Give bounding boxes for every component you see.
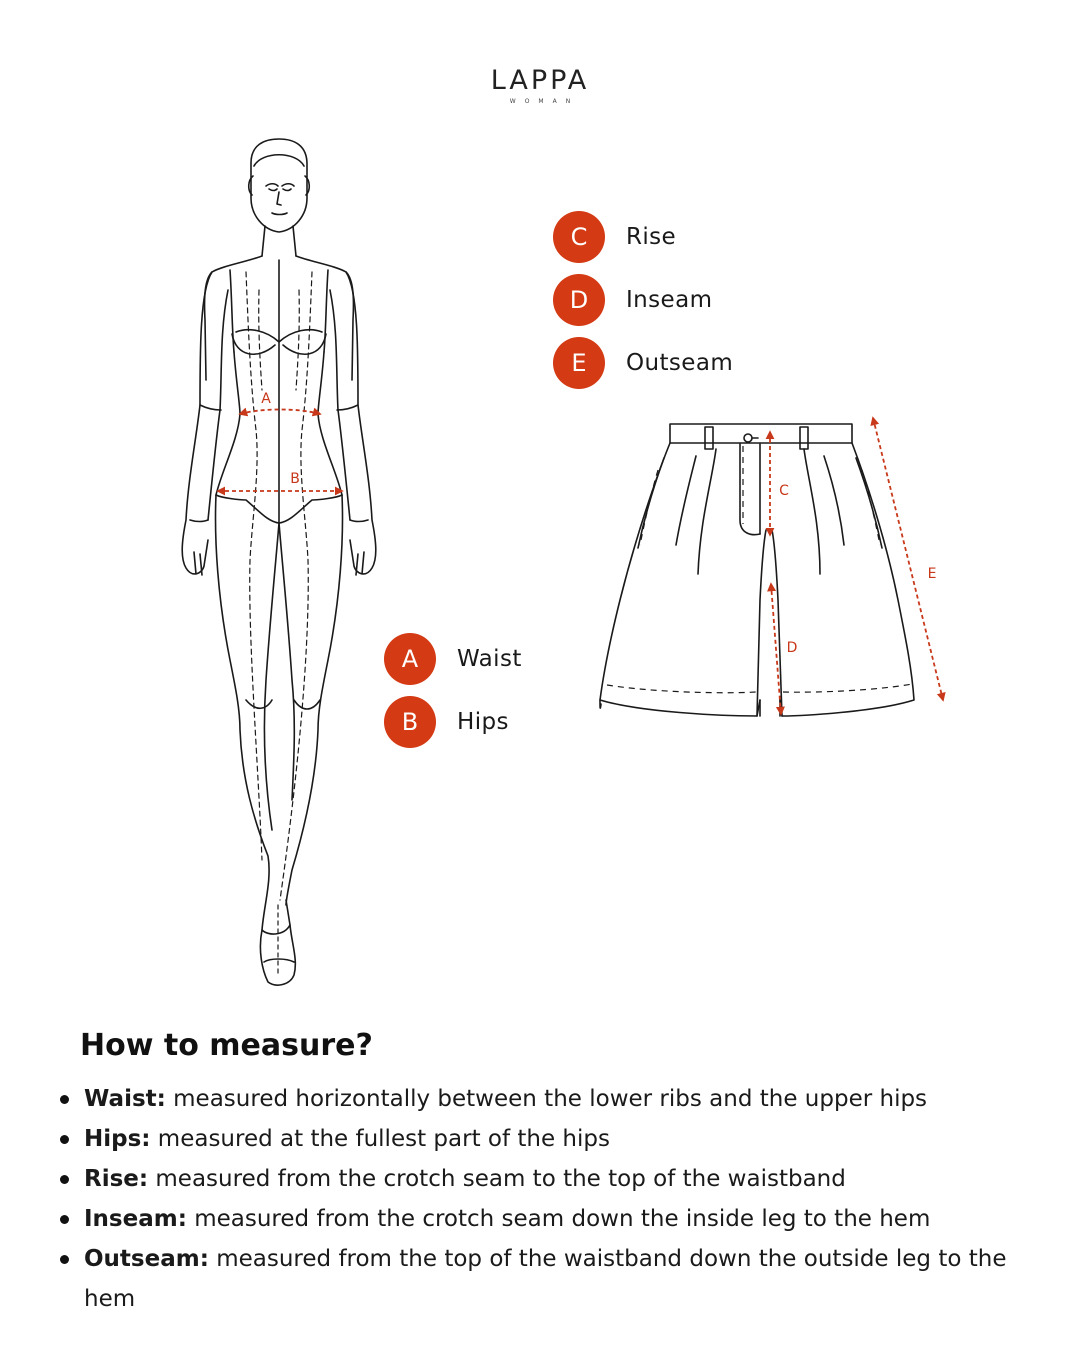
shorts-label-e: E [927, 566, 937, 582]
brand-name: LAPPA [490, 65, 590, 96]
waist-measure-line [240, 410, 320, 415]
brand-sub: WOMAN [509, 98, 580, 105]
list-item-outseam [60, 1239, 1050, 1319]
shorts-sketch [600, 424, 914, 716]
legend-outseam-label: Outseam [626, 350, 734, 376]
figure-label-a: A [261, 391, 271, 407]
desc-rise: measured from the crotch seam to the top of the waistband [148, 1166, 846, 1192]
shorts-label-d: D [786, 640, 798, 656]
term-inseam: Inseam: [84, 1206, 187, 1232]
legend-rise [553, 211, 676, 263]
legend-hips-badge: B [384, 696, 436, 748]
how-to-title: How to measure? [80, 1028, 373, 1063]
legend-inseam-badge: D [553, 274, 605, 326]
desc-waist: measured horizontally between the lower ribs and the upper hips [165, 1086, 928, 1112]
figure-label-b: B [290, 471, 300, 487]
how-to-list [60, 1079, 1050, 1319]
term-waist: Waist: [84, 1086, 166, 1112]
figure-sketch [182, 139, 376, 985]
legend-waist [384, 633, 522, 685]
desc-inseam: measured from the crotch seam down the inside leg to the hem [186, 1206, 931, 1232]
legend-rise-label: Rise [626, 224, 677, 250]
legend-waist-label: Waist [457, 646, 522, 672]
outseam-measure-line [873, 418, 943, 700]
desc-outseam: measured from the top of the waistband down the outside leg to the hem [84, 1246, 1007, 1312]
term-outseam: Outseam: [84, 1246, 209, 1272]
legend-outseam [553, 337, 733, 389]
legend-inseam [553, 274, 712, 326]
list-item-rise [60, 1159, 1050, 1199]
legend-rise-badge: C [553, 211, 605, 263]
legend-waist-badge: A [384, 633, 436, 685]
legend-hips-label: Hips [457, 709, 509, 735]
desc-hips: measured at the fullest part of the hips [150, 1126, 610, 1152]
legend-hips [384, 696, 509, 748]
legend-inseam-label: Inseam [626, 287, 713, 313]
term-hips: Hips: [84, 1126, 151, 1152]
list-item-hips [60, 1119, 1050, 1159]
shorts-label-c: C [779, 483, 789, 499]
legend-outseam-badge: E [553, 337, 605, 389]
list-item-waist [60, 1079, 1050, 1119]
term-rise: Rise: [84, 1166, 149, 1192]
list-item-inseam [60, 1199, 1050, 1239]
